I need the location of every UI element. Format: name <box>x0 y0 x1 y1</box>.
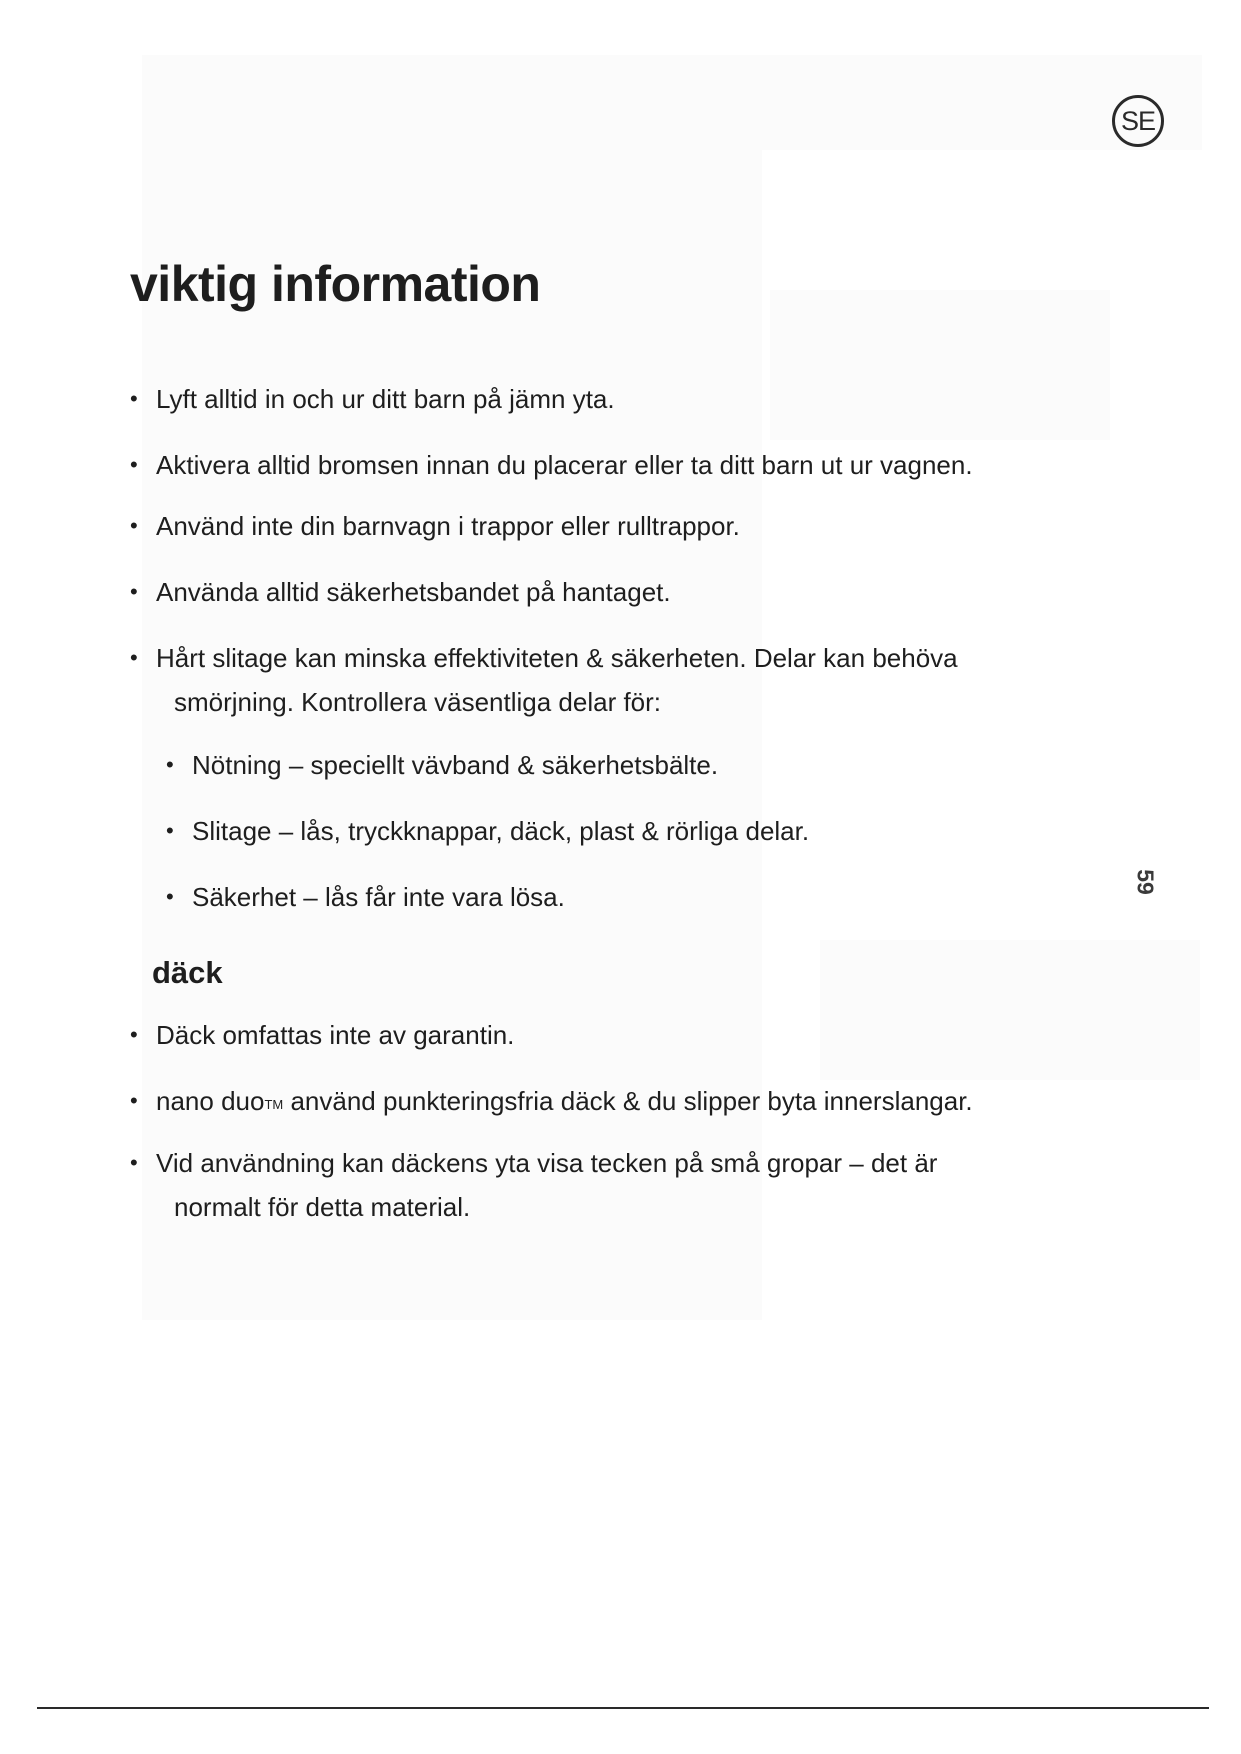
background-shade <box>770 290 1110 440</box>
bullet-icon: • <box>166 818 174 843</box>
list-item-text: Hårt slitage kan minska effektiviteten & säkerheten. Delar kan behöva <box>156 643 958 673</box>
bullet-icon: • <box>130 1088 138 1113</box>
sub-list-item <box>166 743 718 787</box>
list-item <box>130 504 740 548</box>
list-item-continuation: smörjning. Kontrollera väsentliga delar för: <box>174 687 662 717</box>
list-item-text: Lyft alltid in och ur ditt barn på jämn yta. <box>156 384 615 414</box>
bullet-icon: • <box>166 884 174 909</box>
list-item <box>130 570 671 614</box>
sub-list-item <box>166 809 809 853</box>
section-heading: däck <box>152 955 223 990</box>
product-name: nano duo <box>156 1086 265 1116</box>
list-item-text-rest: använd punkteringsfria däck & du slipper byta innerslangar. <box>283 1086 973 1116</box>
list-item <box>130 1079 973 1127</box>
footer-divider <box>37 1707 1209 1709</box>
list-item-text: Däck omfattas inte av garantin. <box>156 1020 515 1050</box>
bullet-icon: • <box>130 452 138 477</box>
list-item-continuation: normalt för detta material. <box>174 1192 471 1222</box>
list-item-text: Slitage – lås, tryckknappar, däck, plast & rörliga delar. <box>192 816 810 846</box>
list-item-text: Aktivera alltid bromsen innan du placerar eller ta ditt barn ut ur vagnen. <box>156 450 973 480</box>
bullet-icon: • <box>166 752 174 777</box>
list-item <box>130 377 615 421</box>
list-item-text: Använda alltid säkerhetsbandet på hantaget. <box>156 577 671 607</box>
page-title: viktig information <box>130 256 541 312</box>
bullet-icon: • <box>130 1150 138 1175</box>
list-item <box>130 1013 514 1057</box>
list-item-text <box>130 1079 973 1127</box>
list-item-text: Vid användning kan däckens yta visa tecken på små gropar – det är <box>156 1148 938 1178</box>
list-item-text: Nötning – speciellt vävband & säkerhetsbälte. <box>192 750 719 780</box>
page-number: 59 <box>1132 869 1159 895</box>
sub-list-item <box>166 875 565 919</box>
list-item-text: Använd inte din barnvagn i trappor eller rulltrappor. <box>156 511 740 541</box>
language-badge: SE <box>1112 95 1164 147</box>
list-item <box>130 636 958 724</box>
trademark-mark: TM <box>264 1097 284 1112</box>
bullet-icon: • <box>130 579 138 604</box>
bullet-icon: • <box>130 645 138 670</box>
background-shade <box>820 940 1200 1080</box>
bullet-icon: • <box>130 1022 138 1047</box>
list-item <box>130 1141 937 1229</box>
bullet-icon: • <box>130 386 138 411</box>
background-shade <box>142 55 1202 150</box>
list-item <box>130 443 973 487</box>
bullet-icon: • <box>130 513 138 538</box>
list-item-text: Säkerhet – lås får inte vara lösa. <box>192 882 565 912</box>
